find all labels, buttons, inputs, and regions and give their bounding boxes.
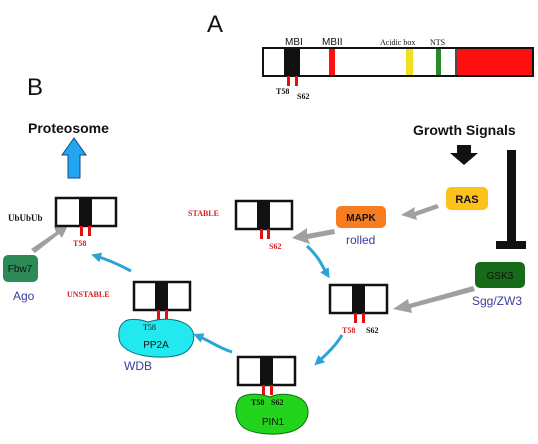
pin1-label: PIN1 <box>261 417 285 428</box>
cycle-arrow-doubly-to-pin1 <box>318 335 342 362</box>
t58-site-mark <box>354 313 357 323</box>
pp2a-label: PP2A <box>143 340 169 351</box>
s62-label-stable: S62 <box>269 242 282 251</box>
protein-domain-map <box>263 48 533 86</box>
myc-doubly-phosphorylated <box>330 285 387 323</box>
mbi-domain <box>284 49 300 75</box>
s62-label-pin1: S62 <box>271 398 284 407</box>
mbii-domain <box>329 49 335 75</box>
s62-label-doubly: S62 <box>366 326 379 335</box>
s62-site-mark <box>362 313 365 323</box>
stable-label: STABLE <box>188 209 219 218</box>
acidic-box-label: Acidic box <box>380 38 416 47</box>
s62-site-mark <box>165 310 168 320</box>
proteosome-label: Proteosome <box>28 120 109 136</box>
inhibition-line <box>507 150 516 242</box>
s62-site-mark <box>267 229 270 239</box>
cycle-arrow-pin1-to-pp2a <box>198 336 232 352</box>
mapk-label: MAPK <box>346 213 376 224</box>
myc-pin1 <box>238 357 295 395</box>
t58-label-pp2a: T58 <box>143 323 156 332</box>
mbii-label: MBII <box>322 37 343 48</box>
panel-b-label: B <box>27 74 44 101</box>
myc-mbi-block <box>155 282 168 310</box>
ras-to-mapk-arrow <box>401 204 439 220</box>
t58-label-pin1: T58 <box>251 398 265 407</box>
gsk3-to-myc-arrow <box>393 286 475 313</box>
proteosome-arrow <box>62 138 86 178</box>
t58-site-mark <box>262 385 265 395</box>
t58-site-mark <box>287 76 290 86</box>
acidic-box-domain <box>406 49 413 75</box>
sgg-label: Sgg/ZW3 <box>472 294 523 308</box>
myc-mbi-block <box>260 357 273 385</box>
t58-label-a: T58 <box>276 87 290 96</box>
mapk-to-myc-arrow <box>292 228 335 244</box>
fbw7-label: Fbw7 <box>7 264 33 275</box>
growth-signals-label: Growth Signals <box>413 122 516 138</box>
ago-label: Ago <box>13 289 35 303</box>
t58-site-mark <box>157 310 160 320</box>
unstable-label: UNSTABLE <box>67 290 110 299</box>
myc-mbi-block <box>352 285 365 313</box>
nts-label: NTS <box>430 38 446 47</box>
wdb-label: WDB <box>124 359 152 373</box>
ubiquitin-label: UbUbUb <box>8 213 43 223</box>
t58-label-ub: T58 <box>73 239 87 248</box>
s62-site-mark <box>295 76 298 86</box>
pp2a-shape <box>119 319 194 357</box>
growth-signal-arrow <box>450 145 478 165</box>
myc-mbi-block <box>79 198 92 226</box>
c-terminal-domain <box>457 49 532 75</box>
panel-a-label: A <box>207 11 224 38</box>
mbi-label: MBI <box>285 37 303 48</box>
nts-domain <box>436 49 441 75</box>
t58-site-mark <box>80 226 83 236</box>
myc-stable <box>236 201 292 239</box>
inhibition-bar <box>496 241 526 249</box>
myc-mbi-block <box>257 201 270 229</box>
s62-label-a: S62 <box>297 92 310 101</box>
t58-site-mark <box>260 229 263 239</box>
rolled-label: rolled <box>346 233 376 247</box>
t58-label-doubly: T58 <box>342 326 356 335</box>
cycle-arrow-stable-to-doubly <box>307 246 327 274</box>
cycle-arrow-pp2a-to-fbw7 <box>96 256 131 271</box>
s62-site-mark <box>270 385 273 395</box>
s62-site-mark <box>88 226 91 236</box>
ras-label: RAS <box>455 194 479 206</box>
fbw7-to-myc-arrow <box>31 225 68 253</box>
myc-unstable-pp2a <box>134 282 190 320</box>
gsk3-label: GSK3 <box>486 271 514 282</box>
